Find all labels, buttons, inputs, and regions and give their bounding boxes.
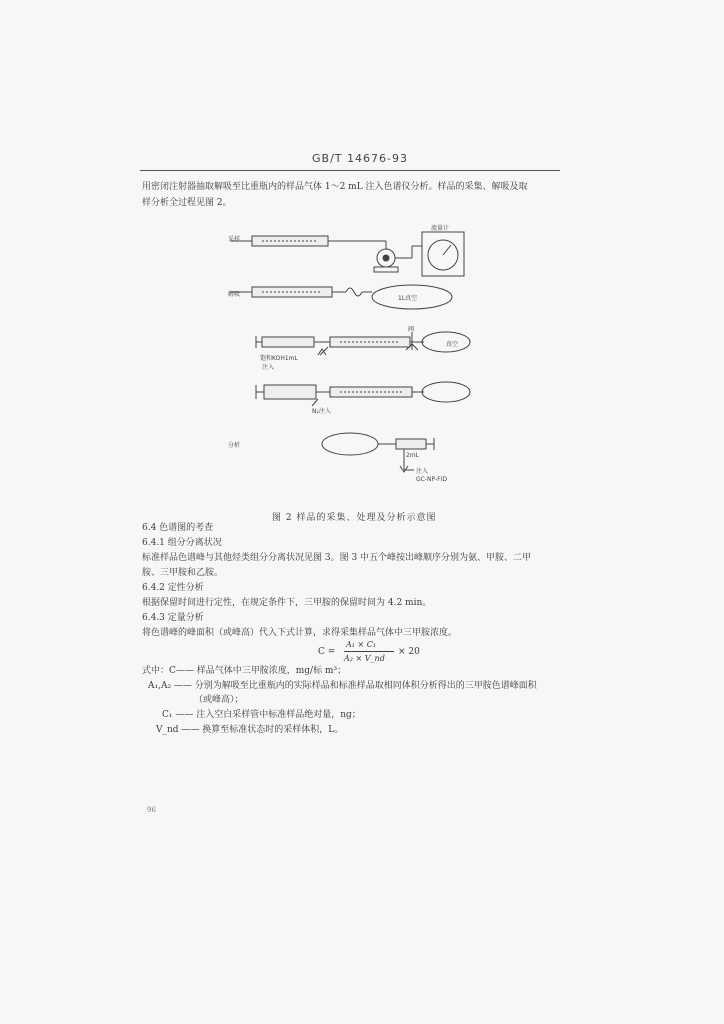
label-volume-2ml: 2mL: [406, 452, 420, 459]
label-vacuum-1l: 1L真空: [398, 295, 418, 302]
figure-caption: 图 2 样品的采集、处理及分析示意图: [272, 513, 437, 523]
n2-syringe-row: [256, 382, 470, 406]
desorption-tube: [230, 287, 372, 297]
section-6-4-2-line-1: 根据保留时间进行定性，在规定条件下，三甲胺的保留时间为 4.2 min。: [142, 598, 432, 608]
formula-denominator: A₂ × V_nd: [344, 654, 385, 663]
label-desorption: 解吸: [228, 291, 241, 298]
formula-lhs: C =: [318, 647, 336, 657]
label-sampling: 采样: [228, 236, 241, 243]
page-number: 96: [147, 806, 156, 814]
intro-line-2: 样分析全过程见图 2。: [142, 198, 232, 208]
definition-a1-a2: A₁,A₂ —— 分别为解吸至比重瓶内的实际样品和标准样品取相同体积分析得出的三甲胺色谱峰面积: [148, 681, 537, 691]
definition-c: 式中：C—— 样品气体中三甲胺浓度，mg/标 m³；: [142, 666, 347, 676]
section-6-4-1-line-1: 标准样品色谱峰与其他烃类组分分离状况见图 3。图 3 中五个峰按出峰顺序分别为氨、甲胺、二甲: [142, 553, 532, 563]
pump-icon: [374, 241, 422, 272]
intro-line-1: 用密闭注射器抽取解吸至比重瓶内的样品气体 1～2 mL 注入色谱仪分析。样品的采集、解吸及取: [142, 182, 528, 192]
standard-number: GB/T 14676-93: [312, 152, 408, 165]
sampling-tube: [230, 236, 386, 246]
section-6-4-title: 6.4 色谱图的考查: [142, 523, 214, 533]
flowmeter-icon: [422, 232, 464, 276]
section-6-4-1-line-2: 胺、三甲胺和乙胺。: [142, 568, 224, 578]
label-flowmeter: 流量计: [431, 225, 450, 232]
definition-a1-a2-cont: （或峰高）；: [194, 695, 244, 705]
label-analysis: 分析: [228, 442, 241, 449]
label-koh: 饱和KOH1mL: [260, 355, 298, 362]
label-gc: GC-NP-FID: [416, 476, 447, 483]
section-6-4-2-title: 6.4.2 定性分析: [142, 583, 204, 593]
section-6-4-1-title: 6.4.1 组分分离状况: [142, 538, 222, 548]
section-6-4-3-line-1: 将色谱峰的峰面积（或峰高）代入下式计算，求得采集样品气体中三甲胺浓度。: [142, 628, 458, 638]
definition-vnd: V_nd —— 换算至标准状态时的采样体积，L。: [156, 725, 344, 735]
label-vacuum: 真空: [446, 341, 459, 348]
section-6-4-3-title: 6.4.3 定量分析: [142, 613, 204, 623]
definition-c1: C₁ —— 注入空白采样管中标准样品绝对量，ng；: [162, 710, 361, 720]
formula-numerator: A₁ × C₁: [346, 640, 377, 649]
label-valve: 阀: [408, 326, 415, 333]
label-n2-inject: N₂注入: [312, 408, 331, 415]
label-to-gc: 注入: [416, 468, 429, 475]
koh-syringe-row: [256, 332, 470, 355]
label-inject-1: 注入: [262, 364, 275, 371]
formula-factor: × 20: [398, 647, 420, 657]
